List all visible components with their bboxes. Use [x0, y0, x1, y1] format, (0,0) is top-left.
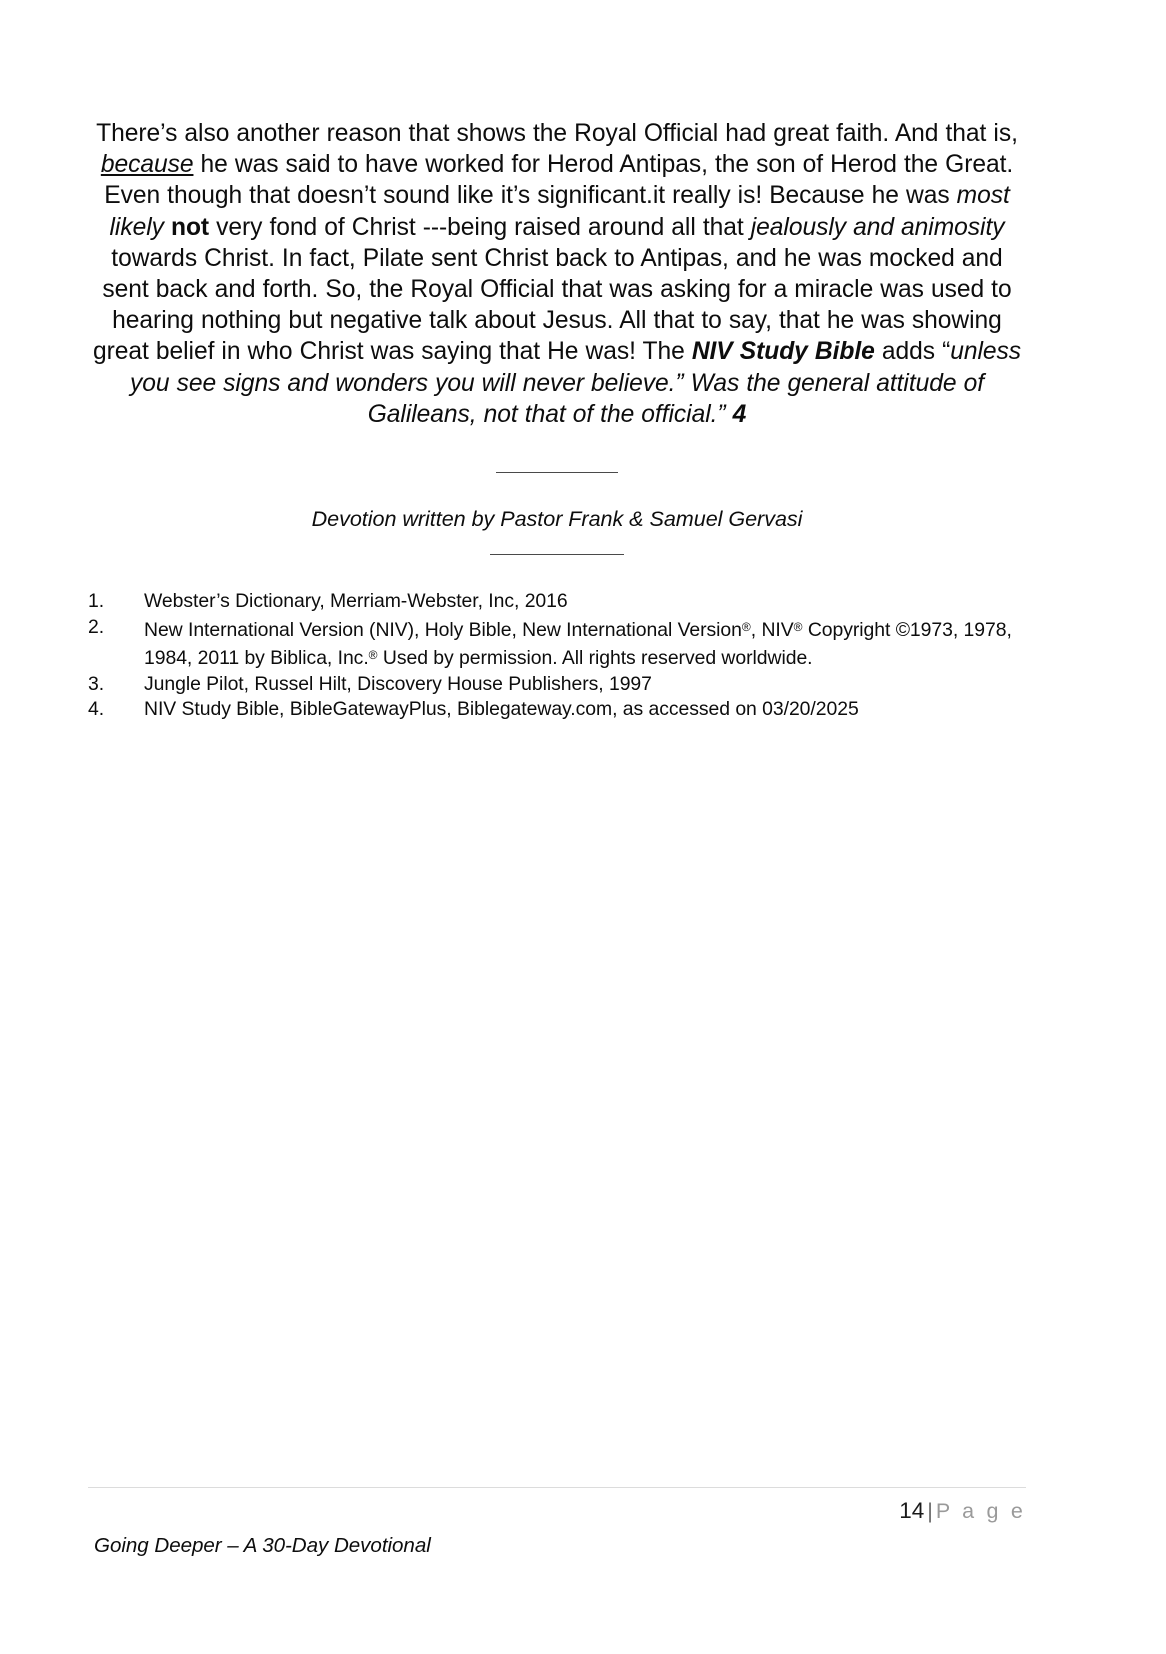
list-item — [88, 615, 1026, 672]
body-segment-7: very fond of Christ ---being raised around all that — [209, 213, 751, 241]
reference-text — [144, 697, 1026, 723]
reference-part: Webster’s Dictionary, Merriam-Webster, Inc, 2016 — [144, 590, 568, 612]
list-item — [88, 697, 1026, 723]
body-paragraph — [88, 118, 1026, 430]
page-folio — [899, 1497, 1026, 1525]
body-text-block — [88, 118, 1026, 430]
reference-part: Jungle Pilot, Russel Hilt, Discovery House Publishers, 1997 — [144, 672, 652, 695]
folio-page-word: P a g e — [935, 1499, 1026, 1523]
footer-divider — [88, 1487, 1026, 1488]
reference-number: 4. — [88, 698, 105, 721]
body-segment-1: There’s also another reason that shows the Royal Official had great faith. And that is, — [96, 120, 1018, 147]
registered-trademark-icon: ® — [793, 619, 803, 634]
body-segment-11: adds “ — [874, 338, 951, 366]
registered-trademark-icon: ® — [368, 648, 378, 663]
reference-number: 2. — [88, 615, 105, 638]
attribution-line: Devotion written by Pastor Frank & Samuel Gervasi — [311, 506, 803, 531]
body-emphasis-not: not — [170, 213, 210, 241]
horizontal-rule-icon — [496, 472, 618, 473]
reference-part: NIV Study Bible, BibleGatewayPlus, Biblegateway.com, as accessed on 03/20/2025 — [144, 698, 859, 721]
body-emphasis-most-likely: most likely — [109, 182, 1010, 241]
reference-text — [144, 589, 1026, 615]
reference-text — [144, 672, 1026, 698]
reference-part: Used by permission. All rights reserved worldwide. — [377, 647, 813, 670]
footer-book-title: Going Deeper – A 30-Day Devotional — [94, 1534, 431, 1557]
body-emphasis-niv-study-bible: NIV Study Bible — [691, 338, 875, 366]
reference-number: 3. — [88, 672, 105, 695]
reference-number: 1. — [88, 590, 105, 612]
list-item — [88, 672, 1026, 698]
body-segment-3: he was said to have worked for Herod Antipas, the son of Herod the Great. Even though that doesn’t sound like it’s significant.it really is! Because he was — [104, 151, 1014, 210]
body-emphasis-jealously-animosity: jealously and animosity — [750, 213, 1005, 241]
reference-part: , NIV — [750, 618, 794, 641]
folio-separator: | — [927, 1499, 933, 1523]
body-segment-9: towards Christ. In fact, Pilate sent Christ back to Antipas, and he was mocked and sent back and forth. So, the Royal Official that was asking for a miracle was used to hearing nothing but negative talk about Jesus. All that to say, that he was showing great belief in who Christ was saying that He was! The — [92, 244, 1012, 366]
body-quote-text: unless you see signs and wonders you will never believe.” Was the general attitude of Galileans, not that of the official.” — [130, 338, 1022, 428]
divider-above-attribution — [88, 464, 1026, 482]
reference-part: Copyright ©1973, 1978, 1984, 2011 by Biblica, Inc. — [144, 618, 1012, 670]
list-item — [88, 589, 1026, 615]
footnote-reference-marker: 4 — [732, 400, 747, 428]
reference-text — [144, 615, 1026, 672]
reference-part: New International Version (NIV), Holy Bible, New International Version — [144, 618, 742, 641]
reference-list — [88, 589, 1026, 723]
page-number: 14 — [899, 1498, 925, 1523]
registered-trademark-icon: ® — [741, 619, 751, 634]
horizontal-rule-icon — [490, 554, 624, 555]
body-segment-13 — [726, 401, 733, 428]
body-segment-5 — [164, 214, 171, 241]
divider-below-attribution — [88, 546, 1026, 564]
body-emphasis-because: because — [100, 151, 194, 179]
